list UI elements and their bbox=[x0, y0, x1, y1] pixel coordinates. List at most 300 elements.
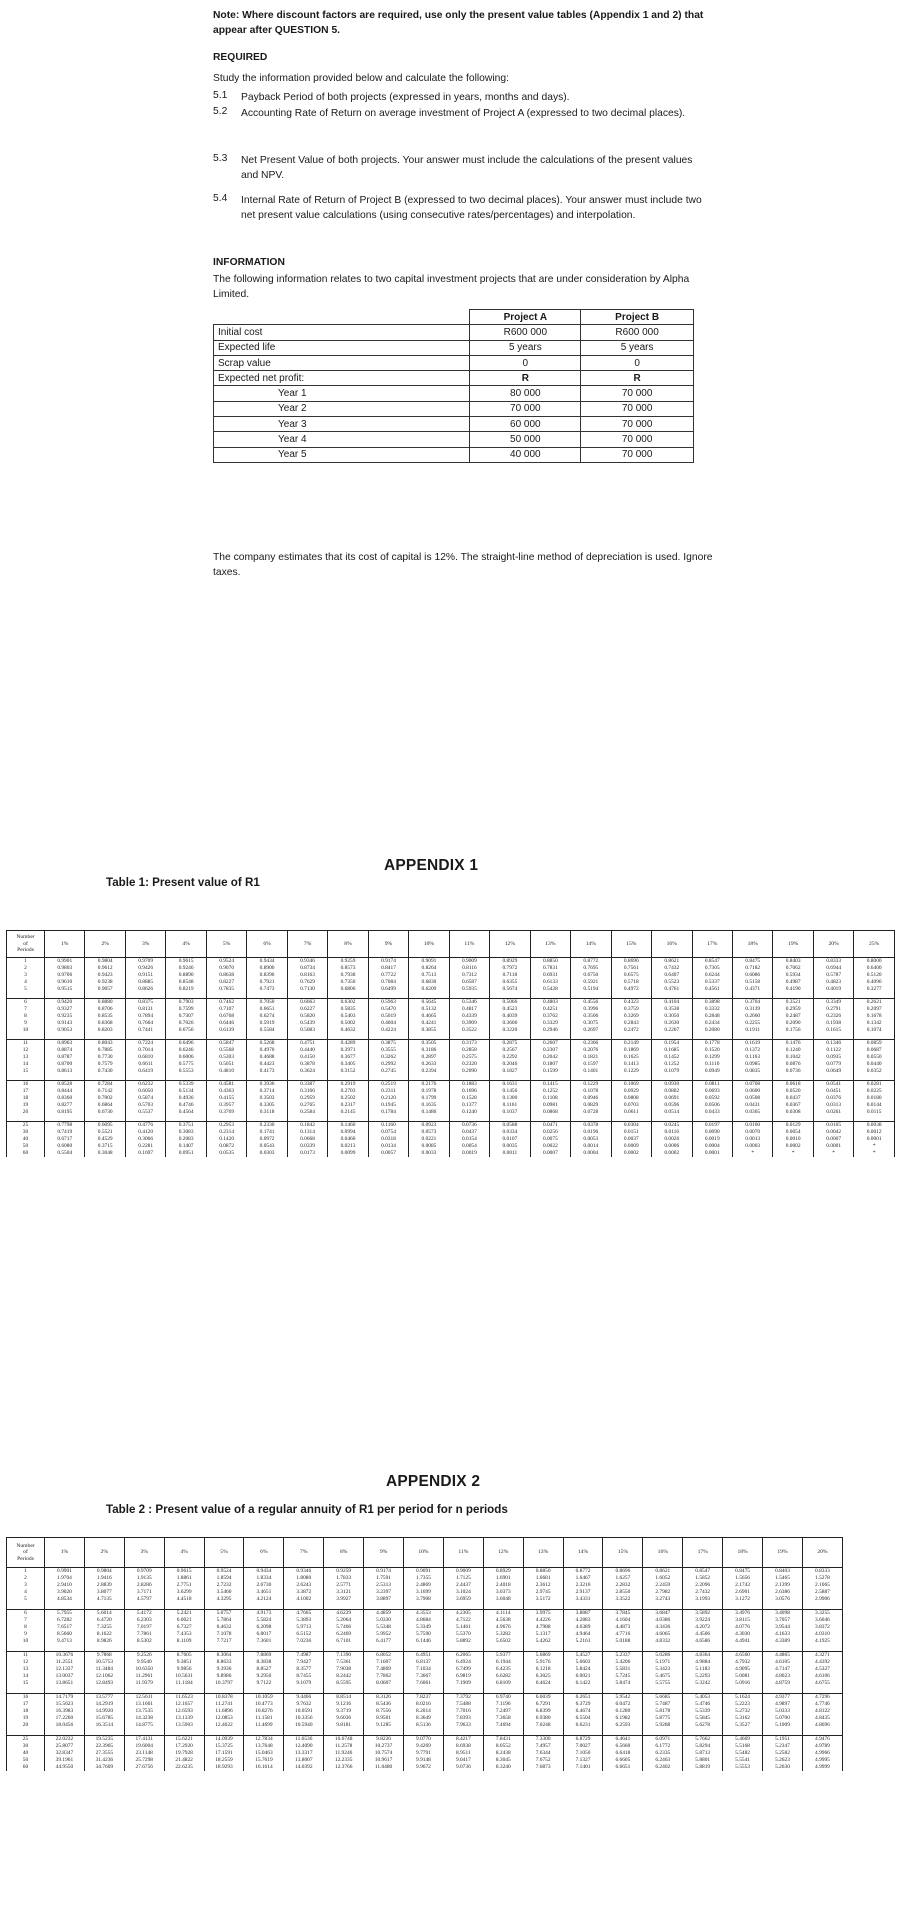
factor-cell: 0.0002 bbox=[652, 1150, 692, 1157]
factor-cell: 0.8163 bbox=[287, 972, 327, 979]
factor-cell: 4.7665 bbox=[284, 1609, 324, 1617]
factor-cell: 0.2314 bbox=[206, 1129, 246, 1136]
factor-cell: 7.0197 bbox=[124, 1624, 164, 1631]
factor-cell: 8.5436 bbox=[364, 1701, 404, 1708]
factor-cell: 12.4090 bbox=[284, 1743, 324, 1750]
factor-cell: 5.5541 bbox=[723, 1757, 763, 1764]
factor-cell: 3.0373 bbox=[483, 1589, 523, 1596]
factor-cell: 0.3714 bbox=[247, 1088, 287, 1095]
rate-header: 19% bbox=[763, 1538, 803, 1568]
factor-cell: 0.1842 bbox=[287, 1121, 327, 1129]
rate-header: 13% bbox=[530, 931, 570, 958]
period-cell: 4 bbox=[7, 1589, 45, 1596]
table-row bbox=[7, 998, 895, 1006]
factor-cell: 0.9901 bbox=[45, 958, 85, 966]
factor-cell: 7.7016 bbox=[443, 1708, 483, 1715]
factor-cell: 5.4262 bbox=[523, 1638, 563, 1645]
factor-cell: 5.0286 bbox=[643, 1651, 683, 1659]
factor-cell: 0.7722 bbox=[368, 972, 408, 979]
factor-cell: 0.6095 bbox=[85, 1121, 125, 1129]
factor-cell: 5.2630 bbox=[763, 1764, 803, 1771]
period-cell: 14 bbox=[7, 1061, 45, 1068]
factor-cell: 13.1661 bbox=[124, 1701, 164, 1708]
factor-cell: 1.5465 bbox=[763, 1575, 803, 1582]
table-row bbox=[7, 1666, 843, 1673]
factor-cell: 5.8892 bbox=[443, 1638, 483, 1645]
factor-cell: 11.9246 bbox=[324, 1750, 364, 1757]
factor-cell: 0.2090 bbox=[773, 1020, 813, 1027]
factor-cell: 2.3216 bbox=[563, 1582, 603, 1589]
factor-cell: 7.4694 bbox=[483, 1722, 523, 1729]
factor-cell: 6.7101 bbox=[324, 1638, 364, 1645]
factor-cell: 0.0440 bbox=[854, 1061, 895, 1068]
factor-cell: 0.5403 bbox=[328, 1013, 368, 1020]
period-cell: 40 bbox=[7, 1136, 45, 1143]
factor-cell: 0.8475 bbox=[732, 958, 772, 966]
factor-cell: 0.4096 bbox=[854, 979, 895, 986]
factor-cell: * bbox=[854, 1150, 895, 1157]
factor-cell: 15.3725 bbox=[204, 1743, 244, 1750]
factor-cell: 9.7632 bbox=[284, 1701, 324, 1708]
factor-cell: 4.2124 bbox=[244, 1596, 284, 1603]
factor-cell: 13.5903 bbox=[164, 1722, 204, 1729]
rate-header: 6% bbox=[247, 931, 287, 958]
factor-cell: 5.6014 bbox=[84, 1609, 124, 1617]
factor-cell: 0.9610 bbox=[45, 979, 85, 986]
header-blank bbox=[214, 310, 470, 325]
rate-header: 19% bbox=[773, 931, 813, 958]
rate-header: 1% bbox=[45, 1538, 85, 1568]
period-cell: 13 bbox=[7, 1054, 45, 1061]
factor-cell: 0.0600 bbox=[732, 1088, 772, 1095]
factor-cell: 5.3527 bbox=[723, 1722, 763, 1729]
factor-cell: 0.9612 bbox=[85, 965, 125, 972]
table-row bbox=[7, 1047, 895, 1054]
factor-cell: 14.7179 bbox=[45, 1693, 85, 1701]
factor-cell: 8.8514 bbox=[324, 1693, 364, 1701]
factor-cell: 5.0700 bbox=[763, 1715, 803, 1722]
table-row bbox=[7, 1080, 895, 1088]
rate-header: 17% bbox=[683, 1538, 723, 1568]
factor-cell: 7.3255 bbox=[84, 1624, 124, 1631]
factor-cell: 11.9379 bbox=[124, 1680, 164, 1687]
factor-cell: 39.1961 bbox=[45, 1757, 85, 1764]
factor-cell: 5.9952 bbox=[364, 1631, 404, 1638]
factor-cell: 8.2014 bbox=[404, 1708, 444, 1715]
table-row bbox=[7, 1631, 843, 1638]
factor-cell: 0.1401 bbox=[571, 1068, 611, 1075]
factor-cell: 0.7130 bbox=[287, 986, 327, 993]
factor-cell: 4.1604 bbox=[603, 1617, 643, 1624]
factor-cell: 16.3514 bbox=[84, 1722, 124, 1729]
factor-cell: 7.6344 bbox=[523, 1750, 563, 1757]
row-label: Year 4 bbox=[214, 432, 470, 447]
factor-cell: 0.6756 bbox=[166, 1027, 206, 1034]
factor-cell: 6.8729 bbox=[563, 1735, 603, 1743]
factor-cell: 5.2223 bbox=[723, 1701, 763, 1708]
factor-cell: 0.8203 bbox=[85, 1027, 125, 1034]
factor-cell: 0.0703 bbox=[611, 1102, 651, 1109]
factor-cell: 6.1446 bbox=[404, 1638, 444, 1645]
factor-cell: 6.6282 bbox=[483, 1673, 523, 1680]
period-cell: 20 bbox=[7, 1722, 45, 1729]
factor-cell: 0.3957 bbox=[206, 1102, 246, 1109]
factor-cell: 0.6663 bbox=[287, 998, 327, 1006]
factor-cell: 0.9009 bbox=[443, 1568, 483, 1576]
periods-header bbox=[7, 1538, 45, 1568]
factor-cell: 7.7861 bbox=[124, 1631, 164, 1638]
factor-cell: 6.2303 bbox=[124, 1617, 164, 1624]
rate-header: 12% bbox=[490, 931, 530, 958]
factor-cell: 6.2651 bbox=[563, 1693, 603, 1701]
factor-cell: 0.0460 bbox=[328, 1136, 368, 1143]
factor-cell: 0.0318 bbox=[368, 1136, 408, 1143]
factor-cell: 2.4018 bbox=[483, 1582, 523, 1589]
factor-cell: 0.0868 bbox=[530, 1109, 570, 1116]
factor-cell: 0.5521 bbox=[85, 1129, 125, 1136]
factor-cell: 3.1272 bbox=[723, 1596, 763, 1603]
factor-cell: 9.1216 bbox=[324, 1701, 364, 1708]
question-5-4 bbox=[213, 193, 713, 241]
factor-cell: 0.2858 bbox=[449, 1047, 489, 1054]
factor-cell: 5.2732 bbox=[723, 1708, 763, 1715]
factor-cell: 4.9897 bbox=[763, 1701, 803, 1708]
factor-cell: 5.8713 bbox=[683, 1750, 723, 1757]
factor-cell: 3.6959 bbox=[443, 1596, 483, 1603]
rate-header: 2% bbox=[84, 1538, 124, 1568]
factor-cell: 0.1413 bbox=[611, 1061, 651, 1068]
factor-cell: 9.7791 bbox=[404, 1750, 444, 1757]
factor-cell: 10.4773 bbox=[244, 1701, 284, 1708]
factor-cell: 5.8801 bbox=[683, 1757, 723, 1764]
factor-cell: 5.2347 bbox=[763, 1743, 803, 1750]
factor-cell: 8.7556 bbox=[364, 1708, 404, 1715]
factor-cell: 0.6139 bbox=[206, 1027, 246, 1034]
factor-cell: 0.2584 bbox=[287, 1109, 327, 1116]
factor-cell: 0.7599 bbox=[166, 1006, 206, 1013]
factor-cell: 6.9740 bbox=[483, 1693, 523, 1701]
factor-cell: 0.0308 bbox=[773, 1109, 813, 1116]
rate-header: 7% bbox=[284, 1538, 324, 1568]
factor-cell: 4.1114 bbox=[483, 1609, 523, 1617]
factor-cell: 7.0236 bbox=[284, 1638, 324, 1645]
factor-cell: 10.9617 bbox=[364, 1757, 404, 1764]
question-5-2 bbox=[213, 106, 713, 138]
factor-cell: 0.9804 bbox=[85, 958, 125, 966]
factor-cell: 5.8178 bbox=[643, 1708, 683, 1715]
factor-cell: 6.2593 bbox=[603, 1722, 643, 1729]
factor-cell: 8.5302 bbox=[124, 1638, 164, 1645]
factor-cell: 0.3066 bbox=[125, 1136, 165, 1143]
factor-cell: 0.0070 bbox=[732, 1129, 772, 1136]
rate-header: 4% bbox=[164, 1538, 204, 1568]
rate-header: 8% bbox=[328, 931, 368, 958]
factor-cell: 0.2959 bbox=[287, 1095, 327, 1102]
factor-cell: 0.0728 bbox=[571, 1109, 611, 1116]
factor-cell: 0.9235 bbox=[45, 1013, 85, 1020]
factor-cell: 0.1415 bbox=[530, 1080, 570, 1088]
factor-cell: 4.9884 bbox=[683, 1659, 723, 1666]
factor-cell: 0.9259 bbox=[328, 958, 368, 966]
factor-cell: 3.1993 bbox=[683, 1596, 723, 1603]
factor-cell: 0.0520 bbox=[773, 1088, 813, 1095]
factor-cell: 11.2961 bbox=[124, 1673, 164, 1680]
cell-b: 70 000 bbox=[581, 417, 694, 432]
factor-cell: 2.7982 bbox=[643, 1589, 683, 1596]
factor-cell: 5.1009 bbox=[763, 1722, 803, 1729]
factor-cell: 0.3505 bbox=[409, 1039, 449, 1047]
factor-cell: 0.9053 bbox=[45, 1027, 85, 1034]
factor-cell: 0.9346 bbox=[284, 1568, 324, 1576]
factor-cell: 7.5361 bbox=[324, 1659, 364, 1666]
factor-cell: 0.0972 bbox=[247, 1136, 287, 1143]
factor-cell: 0.2267 bbox=[652, 1027, 692, 1034]
factor-cell: 0.0042 bbox=[813, 1129, 853, 1136]
factor-cell: 5.6502 bbox=[483, 1638, 523, 1645]
factor-cell: 0.6931 bbox=[530, 972, 570, 979]
factor-cell: 0.8638 bbox=[206, 972, 246, 979]
period-cell: 19 bbox=[7, 1715, 45, 1722]
factor-cell: 5.7245 bbox=[603, 1673, 643, 1680]
factor-cell: 4.1633 bbox=[763, 1631, 803, 1638]
factor-cell: 5.9377 bbox=[483, 1651, 523, 1659]
factor-cell: 2.1399 bbox=[763, 1582, 803, 1589]
factor-cell: 4.9173 bbox=[244, 1609, 284, 1617]
factor-cell: 0.8706 bbox=[85, 1006, 125, 1013]
table-row bbox=[7, 1150, 895, 1157]
factor-cell: 0.1599 bbox=[530, 1068, 570, 1075]
factor-cell: 0.7513 bbox=[409, 972, 449, 979]
factor-cell: 3.8372 bbox=[802, 1624, 842, 1631]
factor-cell: 0.8772 bbox=[571, 958, 611, 966]
factor-cell: 0.2959 bbox=[773, 1006, 813, 1013]
factor-cell: 15.6221 bbox=[164, 1735, 204, 1743]
factor-cell: 4.7988 bbox=[523, 1624, 563, 1631]
factor-cell: 0.1486 bbox=[409, 1109, 449, 1116]
factor-cell: 0.3875 bbox=[368, 1039, 408, 1047]
factor-cell: 0.4155 bbox=[206, 1095, 246, 1102]
factor-cell: 0.0352 bbox=[854, 1068, 895, 1075]
factor-cell: 0.2992 bbox=[368, 1061, 408, 1068]
rate-header: 7% bbox=[287, 931, 327, 958]
factor-cell: 0.5568 bbox=[206, 1047, 246, 1054]
factor-cell: 0.2281 bbox=[125, 1143, 165, 1150]
intro-text: Study the information provided below and calculate the following: bbox=[213, 73, 509, 84]
factor-cell: 0.1476 bbox=[773, 1039, 813, 1047]
factor-cell: 4.2305 bbox=[443, 1609, 483, 1617]
factor-cell: 1.6052 bbox=[643, 1575, 683, 1582]
factor-cell: 4.0776 bbox=[723, 1624, 763, 1631]
factor-cell: 5.3162 bbox=[723, 1715, 763, 1722]
factor-cell: 6.4641 bbox=[603, 1735, 643, 1743]
cell-a: 5 years bbox=[470, 340, 581, 355]
factor-cell: 4.9095 bbox=[723, 1666, 763, 1673]
factor-cell: 0.4173 bbox=[247, 1068, 287, 1075]
factor-cell: 5.6869 bbox=[523, 1651, 563, 1659]
factor-cell: 4.5327 bbox=[802, 1666, 842, 1673]
factor-cell: 0.7182 bbox=[732, 965, 772, 972]
factor-cell: 0.9346 bbox=[287, 958, 327, 966]
factor-cell: 6.1772 bbox=[643, 1743, 683, 1750]
factor-cell: 0.0197 bbox=[692, 1121, 732, 1129]
factor-cell: 1.8594 bbox=[204, 1575, 244, 1582]
table-row bbox=[214, 340, 694, 355]
factor-cell: 0.0035 bbox=[490, 1143, 530, 1150]
factor-cell: 0.0543 bbox=[247, 1143, 287, 1150]
factor-cell: 3.8077 bbox=[84, 1589, 124, 1596]
factor-cell: 0.1945 bbox=[368, 1102, 408, 1109]
factor-cell: 0.4039 bbox=[490, 1013, 530, 1020]
factor-cell: 6.0021 bbox=[164, 1617, 204, 1624]
factor-cell: 0.0144 bbox=[854, 1102, 895, 1109]
factor-cell: 0.4823 bbox=[813, 979, 853, 986]
factor-cell: 0.2919 bbox=[328, 1080, 368, 1088]
factor-cell: 7.4353 bbox=[164, 1631, 204, 1638]
factor-cell: 8.3649 bbox=[404, 1715, 444, 1722]
factor-cell: 4.3295 bbox=[204, 1596, 244, 1603]
factor-cell: 4.8696 bbox=[802, 1722, 842, 1729]
rate-header: 20% bbox=[802, 1538, 842, 1568]
factor-cell: 4.4865 bbox=[763, 1651, 803, 1659]
factor-cell: 0.4746 bbox=[166, 1102, 206, 1109]
factor-cell: 5.6603 bbox=[563, 1659, 603, 1666]
factor-cell: 0.9420 bbox=[45, 998, 85, 1006]
rate-header: 18% bbox=[732, 931, 772, 958]
factor-cell: 12.1062 bbox=[84, 1673, 124, 1680]
factor-cell: 0.0001 bbox=[854, 1136, 895, 1143]
factor-cell: 0.4190 bbox=[773, 986, 813, 993]
factor-cell: 0.4363 bbox=[206, 1088, 246, 1095]
factor-cell: 3.0576 bbox=[763, 1596, 803, 1603]
factor-cell: 2.8286 bbox=[124, 1582, 164, 1589]
factor-cell: 19.7928 bbox=[164, 1750, 204, 1757]
rate-header: 9% bbox=[368, 931, 408, 958]
factor-cell: 0.1821 bbox=[571, 1054, 611, 1061]
factor-cell: 4.7122 bbox=[443, 1617, 483, 1624]
factor-cell: 0.0151 bbox=[611, 1129, 651, 1136]
factor-cell: 0.8880 bbox=[85, 998, 125, 1006]
factor-cell: 0.0376 bbox=[813, 1095, 853, 1102]
table-row bbox=[7, 965, 895, 972]
factor-cell: 0.1685 bbox=[652, 1047, 692, 1054]
factor-cell: 7.9427 bbox=[284, 1659, 324, 1666]
factor-cell: 0.0693 bbox=[692, 1088, 732, 1095]
question-text: Net Present Value of both projects. Your answer must include the calculations of the present values and NPV. bbox=[241, 155, 693, 182]
factor-cell: 0.4970 bbox=[247, 1047, 287, 1054]
factor-cell: 2.6730 bbox=[244, 1582, 284, 1589]
factor-cell: 0.7730 bbox=[85, 1054, 125, 1061]
factor-cell: 0.3751 bbox=[166, 1121, 206, 1129]
factor-cell: 8.9826 bbox=[84, 1638, 124, 1645]
periods-header-line: of bbox=[23, 1549, 28, 1556]
period-cell: 2 bbox=[7, 965, 45, 972]
factor-cell: 0.0378 bbox=[571, 1121, 611, 1129]
factor-cell: 0.9423 bbox=[85, 972, 125, 979]
factor-cell: 0.5703 bbox=[125, 1102, 165, 1109]
factor-cell: 7.1034 bbox=[404, 1666, 444, 1673]
period-cell: 20 bbox=[7, 1109, 45, 1116]
factor-cell: 0.8696 bbox=[611, 958, 651, 966]
factor-cell: 0.5775 bbox=[166, 1061, 206, 1068]
factor-cell: 3.9020 bbox=[45, 1589, 85, 1596]
factor-cell: 0.5847 bbox=[206, 1039, 246, 1047]
factor-cell: 4.9789 bbox=[802, 1743, 842, 1750]
factor-cell: 0.0105 bbox=[813, 1121, 853, 1129]
factor-cell: 0.8734 bbox=[287, 965, 327, 972]
factor-cell: 0.8535 bbox=[85, 1013, 125, 1020]
factor-cell: 0.1697 bbox=[125, 1150, 165, 1157]
factor-cell: 5.4172 bbox=[124, 1609, 164, 1617]
factor-cell: 0.0221 bbox=[409, 1136, 449, 1143]
period-cell: 8 bbox=[7, 1013, 45, 1020]
factor-cell: 5.4675 bbox=[643, 1673, 683, 1680]
factor-cell: 0.5919 bbox=[247, 1020, 287, 1027]
factor-cell: 0.9143 bbox=[45, 1020, 85, 1027]
factor-cell: 14.2919 bbox=[84, 1701, 124, 1708]
factor-cell: 0.0009 bbox=[611, 1143, 651, 1150]
factor-cell: 0.8626 bbox=[125, 986, 165, 993]
factor-cell: 0.1619 bbox=[732, 1039, 772, 1047]
factor-cell: 6.5152 bbox=[284, 1631, 324, 1638]
factor-cell: 5.8474 bbox=[603, 1680, 643, 1687]
factor-cell: 0.2149 bbox=[611, 1039, 651, 1047]
factor-cell: 4.7932 bbox=[723, 1659, 763, 1666]
factor-cell: 0.2575 bbox=[449, 1054, 489, 1061]
factor-cell: 6.2469 bbox=[324, 1631, 364, 1638]
row-label: Year 2 bbox=[214, 401, 470, 416]
factor-cell: 0.3166 bbox=[287, 1088, 327, 1095]
factor-cell: 0.5439 bbox=[287, 1020, 327, 1027]
factor-cell: 2.9745 bbox=[523, 1589, 563, 1596]
factor-cell: 0.0829 bbox=[571, 1102, 611, 1109]
table-row bbox=[7, 1102, 895, 1109]
rate-header: 12% bbox=[483, 1538, 523, 1568]
factor-cell: 14.3238 bbox=[124, 1715, 164, 1722]
factor-cell: 7.8431 bbox=[483, 1735, 523, 1743]
factor-cell: 2.9410 bbox=[45, 1582, 85, 1589]
row-label: Year 1 bbox=[214, 386, 470, 401]
factor-cell: 4.0386 bbox=[643, 1617, 683, 1624]
factor-cell: 11.1184 bbox=[164, 1680, 204, 1687]
period-cell: 8 bbox=[7, 1624, 45, 1631]
factor-cell: 1.6681 bbox=[523, 1575, 563, 1582]
factor-cell: 5.0188 bbox=[603, 1638, 643, 1645]
factor-cell: 4.7716 bbox=[603, 1631, 643, 1638]
factor-cell: 0.3387 bbox=[287, 1080, 327, 1088]
factor-cell: 0.8227 bbox=[206, 979, 246, 986]
factor-cell: 4.3030 bbox=[723, 1631, 763, 1638]
factor-cell: 25.7298 bbox=[124, 1757, 164, 1764]
factor-cell: 0.7026 bbox=[166, 1020, 206, 1027]
table-row bbox=[7, 1006, 895, 1013]
factor-cell: 0.0002 bbox=[773, 1143, 813, 1150]
factor-cell: 0.7903 bbox=[166, 998, 206, 1006]
factor-cell: 0.9901 bbox=[45, 1568, 85, 1576]
factor-cell: 0.0433 bbox=[692, 1109, 732, 1116]
factor-cell: 5.3893 bbox=[284, 1617, 324, 1624]
factor-cell: 3.7845 bbox=[603, 1609, 643, 1617]
period-cell: 40 bbox=[7, 1750, 45, 1757]
factor-cell: 0.4581 bbox=[206, 1080, 246, 1088]
factor-cell: 3.6046 bbox=[802, 1617, 842, 1624]
factor-cell: 4.6106 bbox=[802, 1673, 842, 1680]
factor-cell: 0.8963 bbox=[45, 1039, 85, 1047]
factor-cell: 0.1883 bbox=[449, 1080, 489, 1088]
factor-cell: 6.7282 bbox=[45, 1617, 85, 1624]
periods-header bbox=[7, 931, 45, 958]
factor-cell: 0.3971 bbox=[328, 1047, 368, 1054]
factor-cell: 7.1327 bbox=[563, 1757, 603, 1764]
